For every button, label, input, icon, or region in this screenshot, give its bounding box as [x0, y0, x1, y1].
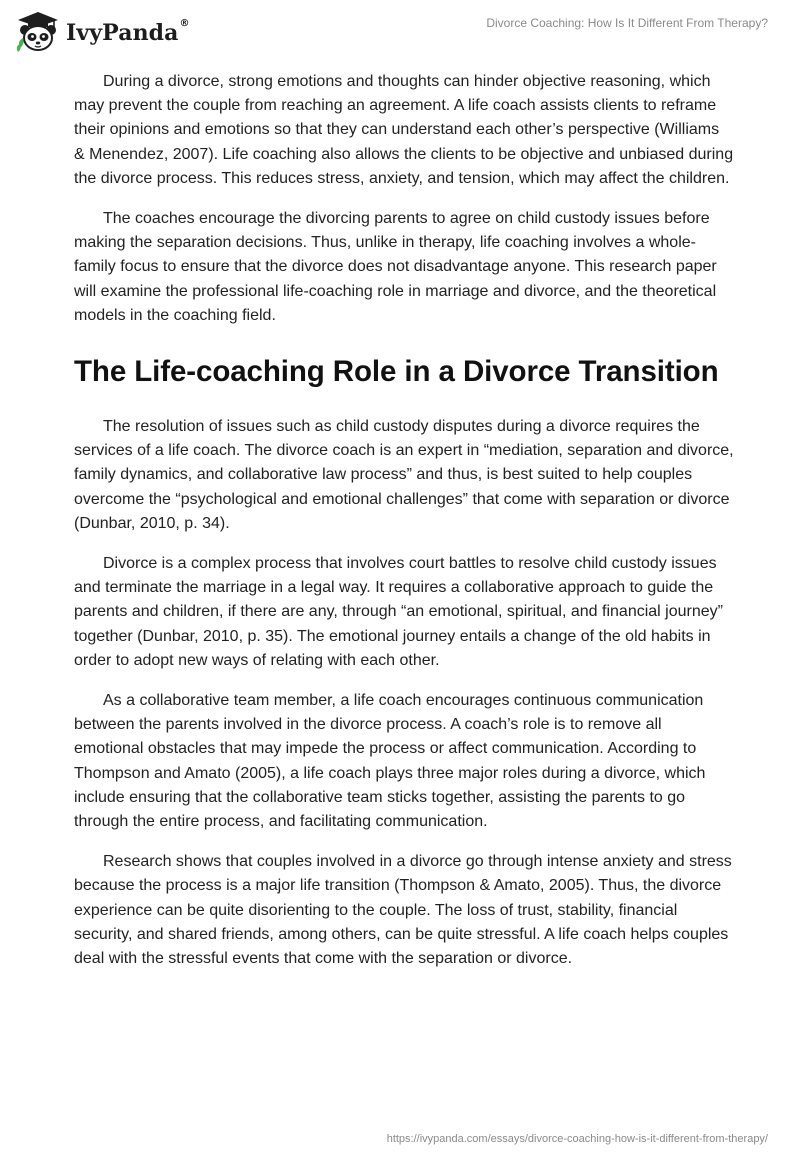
logo-wordmark [66, 20, 190, 46]
page-header [0, 0, 800, 60]
paragraph: The resolution of issues such as child custody disputes during a divorce requires the services of a life coach. The divorce coach is an expert in “mediation, separation and divorce, family dynamics, and collaborative law process” and thus, is best suited to help couples overcome the “psychological and emotional challenges” that come with separation or divorce (Dunbar, 2010, p. 34). [74, 418, 734, 532]
paragraph: During a divorce, strong emotions and thoughts can hinder objective reasoning, which may prevent the couple from reaching an agreement. A life coach assists clients to reframe their opinions and emotions so that they can understand each other’s perspective (Williams & Menendez, 2007). Life coaching also allows the clients to be objective and unbiased during the divorce process. This reduces stress, anxiety, and tension, which may affect the children. [74, 73, 734, 187]
essay-body [74, 70, 734, 987]
paragraph: Divorce is a complex process that involves court battles to resolve child custody issues and terminate the marriage in a legal way. It requires a collaborative approach to guide the parents and children, if there are any, through “an emotional, spiritual, and financial journey” together (Dunbar, 2010, p. 35). The emotional journey entails a change of the old habits in order to adopt new ways of relating with each other. [74, 555, 723, 669]
panda-graduate-icon [14, 10, 62, 54]
paragraph: The coaches encourage the divorcing parents to agree on child custody issues before making the separation decisions. Thus, unlike in therapy, life coaching involves a whole-family focus to ensure that the divorce does not disadvantage anyone. This research paper will examine the professional life-coaching role in marriage and divorce, and the theoretical models in the coaching field. [74, 210, 717, 324]
source-url[interactable]: https://ivypanda.com/essays/divorce-coaching-how-is-it-different-from-therapy/ [386, 1133, 768, 1145]
section-heading: The Life-coaching Role in a Divorce Transition [74, 355, 719, 389]
paragraph: As a collaborative team member, a life coach encourages continuous communication between the parents involved in the divorce process. A coach’s role is to remove all emotional obstacles that may impede the process or affect communication. According to Thompson and Amato (2005), a life coach plays three major roles during a divorce, which include ensuring that the collaborative team sticks together, assisting the parents to go through the entire process, and facilitating communication. [74, 692, 706, 831]
registered-mark: ® [179, 18, 190, 29]
ivypanda-logo[interactable] [14, 10, 190, 54]
document-title: Divorce Coaching: How Is It Different From Therapy? [486, 16, 768, 30]
logo-text: IvyPanda [66, 20, 179, 46]
paragraph: Research shows that couples involved in a divorce go through intense anxiety and stress because the process is a major life transition (Thompson & Amato, 2005). Thus, the divorce experience can be quite disorienting to the couple. The loss of trust, stability, financial security, and shared friends, among others, can be quite stressful. A life coach helps couples deal with the stressful events that come with the separation or divorce. [74, 853, 732, 968]
